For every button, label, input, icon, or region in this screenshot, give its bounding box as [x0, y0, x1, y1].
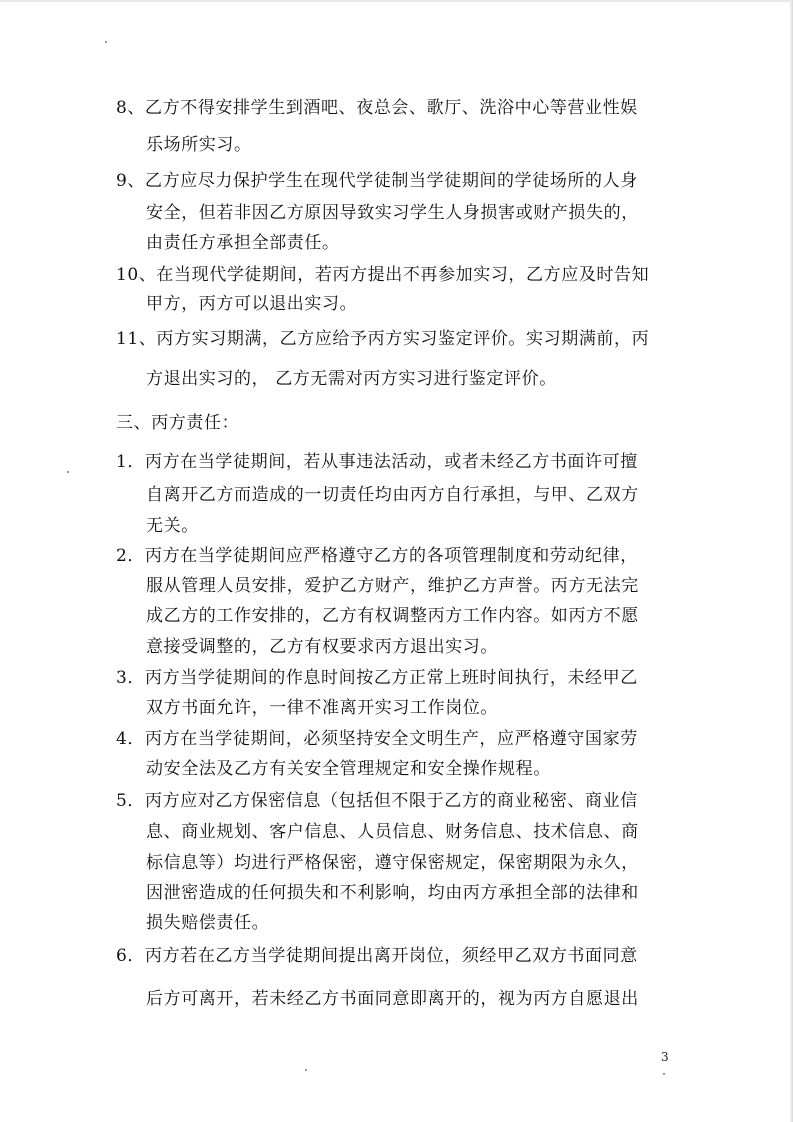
text-line: 无关。 — [146, 516, 199, 536]
text-line: 成乙方的工作安排的，乙方有权调整丙方工作内容。如丙方不愿 — [146, 606, 639, 626]
text-line: 息、商业规划、客户信息、人员信息、财务信息、技术信息、商 — [146, 822, 639, 842]
scan-speck — [105, 41, 107, 43]
text-line: 乐场所实习。 — [146, 135, 252, 155]
text-line: 由责任方承担全部责任。 — [146, 233, 340, 253]
text-line: 后方可离开，若未经乙方书面同意即离开的，视为丙方自愿退出 — [146, 989, 639, 1009]
text-line: 损失赔偿责任。 — [146, 913, 270, 933]
text-line: 方退出实习的， 乙方无需对丙方实习进行鉴定评价。 — [146, 369, 557, 389]
text-line: 双方书面允许，一律不准离开实习工作岗位。 — [146, 698, 498, 718]
scan-speck — [663, 1073, 665, 1075]
text-line: 9、乙方应尽力保护学生在现代学徒制当学徒期间的学徒场所的人身 — [116, 171, 638, 191]
text-line: 甲方，丙方可以退出实习。 — [146, 294, 358, 314]
text-line: 4．丙方在当学徒期间，必须坚持安全文明生产，应严格遵守国家劳 — [116, 729, 638, 749]
text-line: 6．丙方若在乙方当学徒期间提出离开岗位，须经甲乙双方书面同意 — [116, 946, 638, 966]
text-line: 10、在当现代学徒期间，若丙方提出不再参加实习，乙方应及时告知 — [116, 265, 650, 285]
text-line: 动安全法及乙方有关安全管理规定和安全操作规程。 — [146, 759, 551, 779]
text-line: 服从管理人员安排，爱护乙方财产，维护乙方声誉。丙方无法完 — [146, 576, 639, 596]
text-line: 标信息等）均进行严格保密，遵守保密规定，保密期限为永久， — [146, 853, 639, 873]
text-line: 3．丙方当学徒期间的作息时间按乙方正常上班时间执行，未经甲乙 — [116, 668, 638, 688]
text-line: 2．丙方在当学徒期间应严格遵守乙方的各项管理制度和劳动纪律， — [116, 546, 638, 566]
text-line: 意接受调整的，乙方有权要求丙方退出实习。 — [146, 637, 498, 657]
text-line: 因泄密造成的任何损失和不利影响，均由丙方承担全部的法律和 — [146, 883, 639, 903]
text-line: 5．丙方应对乙方保密信息（包括但不限于乙方的商业秘密、商业信 — [116, 791, 638, 811]
text-line: 自离开乙方而造成的一切责任均由丙方自行承担，与甲、乙双方 — [146, 485, 639, 505]
text-line: 安全，但若非因乙方原因导致实习学生人身损害或财产损失的， — [146, 203, 639, 223]
text-line: 8、乙方不得安排学生到酒吧、夜总会、歌厅、洗浴中心等营业性娱 — [116, 98, 638, 118]
text-line: 1．丙方在当学徒期间，若从事违法活动，或者未经乙方书面许可擅 — [116, 452, 638, 472]
scan-speck — [67, 471, 69, 473]
scan-top-edge — [0, 0, 793, 2]
section-heading: 三、丙方责任： — [116, 413, 240, 433]
scan-speck — [305, 1069, 307, 1071]
text-line: 11、丙方实习期满，乙方应给予丙方实习鉴定评价。实习期满前，丙 — [116, 329, 650, 349]
page-number: 3 — [661, 1050, 669, 1064]
